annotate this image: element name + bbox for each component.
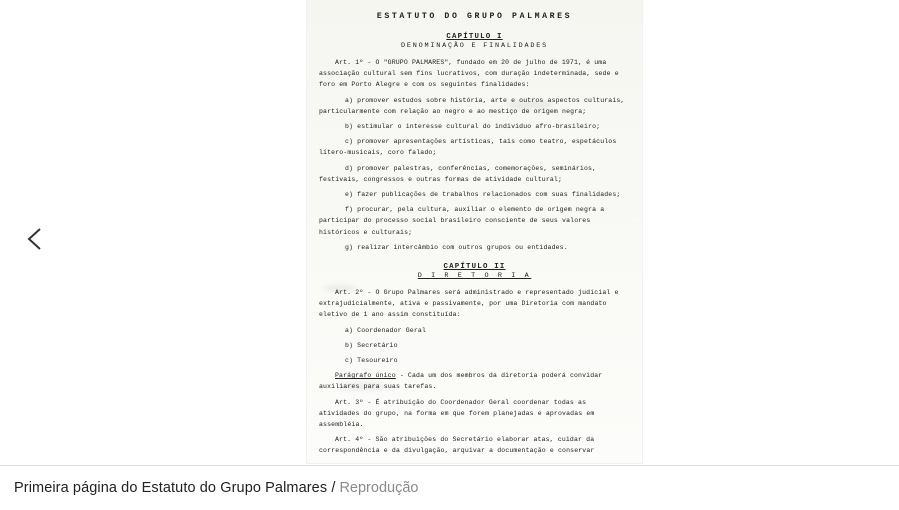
role-b: b) Secretário bbox=[345, 341, 398, 349]
caption-credit: Reprodução bbox=[339, 480, 419, 496]
chapter-one-heading: CAPÍTULO I bbox=[446, 33, 503, 41]
scanned-document-page[interactable] bbox=[307, 0, 642, 463]
document-title: ESTATUTO DO GRUPO PALMARES bbox=[376, 12, 573, 21]
item-e: e) fazer publicações de trabalhos relacionados com suas finalidades; bbox=[345, 191, 621, 199]
caption-text: Primeira página do Estatuto do Grupo Palmares / bbox=[14, 480, 336, 496]
role-a: a) Coordenador Geral bbox=[345, 326, 427, 334]
chapter-two-heading: CAPÍTULO II bbox=[443, 263, 506, 272]
article-1: Art. 1º - O "GRUPO PALMARES", fundado em 20 de julho de 1971, é uma associação cultural sem fins lucrativos, com duração indeterminada, sede e foro em Porto Alegre e com os seguintes finalidades: bbox=[319, 59, 619, 89]
chevron-left-icon bbox=[24, 225, 46, 253]
scan-content bbox=[307, 0, 642, 463]
item-f: f) procurar, pela cultura, auxiliar o elemento de origem negra a participar do processo social brasileiro consciente de seus valores históricos e culturais; bbox=[319, 206, 605, 236]
role-c: c) Tesoureiro bbox=[345, 357, 398, 365]
paragrafo-unico-label: Parágrafo único bbox=[335, 372, 396, 380]
article-4: Art. 4º - São atribuições do Secretário elaborar atas, cuidar da correspondência e da divulgação, arquivar a documentação e conservar bbox=[319, 436, 595, 455]
item-b: b) estimular o interesse cultural do indivíduo afro-brasileiro; bbox=[345, 123, 601, 131]
item-a: a) promover estudos sobre história, arte e outros aspectos culturais, particularmente com relação ao negro e ao mestiço de origem negra; bbox=[319, 96, 625, 115]
chapter-one-subheading: DENOMINAÇÃO E FINALIDADES bbox=[401, 42, 548, 50]
item-c: c) promover apresentações artísticas, tais como teatro, espetáculos lítero-musicais, coro falado; bbox=[319, 138, 617, 157]
article-2: Art. 2º - O Grupo Palmares será administrado e representado judicial e extrajudicialmente, ativa e passivamente, por uma Diretoria com mandato eletivo de 1 ano assim constituída: bbox=[319, 289, 619, 319]
item-d: d) promover palestras, conferências, comemorações, seminários, festivais, congressos e outras formas de atividade cultural; bbox=[319, 164, 597, 183]
item-g: g) realizar intercâmbio com outros grupos ou entidades. bbox=[345, 243, 568, 251]
chapter-two-subheading: D I R E T O R I A bbox=[417, 272, 532, 281]
previous-image-button[interactable] bbox=[18, 222, 52, 256]
caption-bar bbox=[0, 465, 899, 510]
paragrafo-unico-text: - Cada um dos membros da diretoria poderá convidar auxiliares para suas tarefas. bbox=[319, 372, 603, 391]
article-3: Art. 3º - É atribuição do Coordenador Geral coordenar todas as atividades do grupo, na forma em que forem planejadas e aprovadas em assembléia. bbox=[319, 398, 595, 429]
paragrafo-unico bbox=[319, 370, 630, 392]
